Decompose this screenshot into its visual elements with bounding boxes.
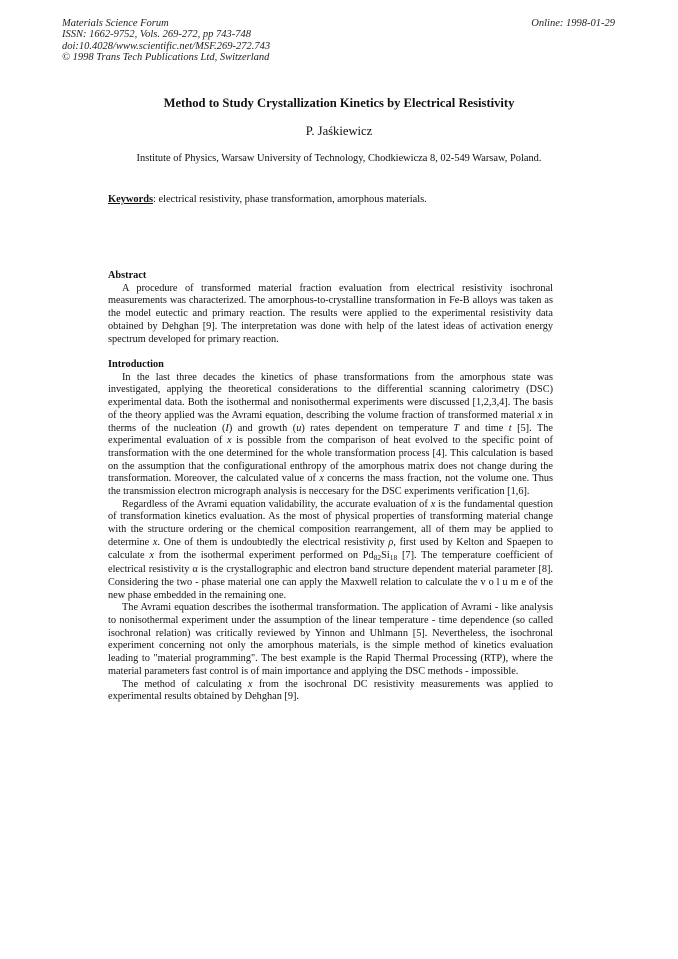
abstract-section xyxy=(108,270,553,346)
keywords xyxy=(108,194,427,205)
doi-line: doi:10.4028/www.scientific.net/MSF.269-272.743 xyxy=(62,40,271,52)
online-date: Online: 1998-01-29 xyxy=(531,18,615,29)
paper-title: Method to Study Crystallization Kinetics by Electrical Resistivity xyxy=(163,96,515,110)
intro-paragraph-4: The method of calculating x from the isochronal DC resistivity measurements was applied to experimental results obtained by Dehghan [9]. xyxy=(108,678,553,703)
journal-header xyxy=(62,18,270,64)
keywords-label: Keywords xyxy=(108,194,154,205)
keywords-text: : electrical resistivity, phase transformation, amorphous materials. xyxy=(153,194,427,205)
introduction-section xyxy=(108,359,553,704)
copyright-line: © 1998 Trans Tech Publications Ltd, Switzerland xyxy=(62,52,270,64)
intro-paragraph-1: In the last three decades the kinetics of phase transformations from the amorphous state was investigated, applying the theoretical considerations to the differential scanning calorimetry (DSC) experimental data. Both the isothermal and nonisothermal experiments were discussed [1,2,3,4]. The basis of the theory applied was the Avrami equation, describing the volume fraction of transformed material x in therms of the nucleation (I) and growth (u) rates dependent on temperature T and time t [5]. The experimental evaluation of x is possible from the comparison of heat evolved to the specific point of transformation with the one determined for the whole transformation process [4]. This calculation is based on the assumption that the configurational enthropy of the amorphous matrix does not change during the transformation. Moreover, the calculated value of x concerns the mass fraction, not the volume one. Thus the transmission electron micrograph analysis is neccesary for the DSC experiments verification [1,6]. xyxy=(108,371,553,498)
journal-name: Materials Science Forum xyxy=(62,18,169,29)
issn-line: ISSN: 1662-9752, Vols. 269-272, pp 743-748 xyxy=(62,29,251,41)
author: P. Jaśkiewicz xyxy=(305,124,373,138)
introduction-heading: Introduction xyxy=(108,359,164,370)
intro-paragraph-2: Regardless of the Avrami equation validability, the accurate evaluation of x is the fundamental question of transformation kinetics evaluation. As the most of physical properties of transforming material change with the structure ordering or the chemical composition rearrangement, all of them may be applied to determine x. One of them is undoubtedly the electrical resistivity ρ, first used by Kelton and Spaepen to calculate x from the isothermal experiment performed on $Pd_{82}Si_{18}$ [7]. The temperature coefficient of electrical resistivity α is the crystallographic and electron band structure dependent material parameter [8]. Considering the two - phase material one can apply the Maxwell relation to calculate the v o l u m e of the new phase embedded in the remaining one. xyxy=(108,498,554,601)
intro-paragraph-3: The Avrami equation describes the isothermal transformation. The application of Avrami - like analysis to nonisothermal experiment under the assumption of the linear temperature - time dependence (so called isochronal relation) was critically reviewed by Yinnon and Uhlmann [5]. Nevertheless, the isochronal experiment concerning not only the amorphous materials, is the simple method of kinetics evaluation leading to "material programming". The best example is the Rapid Thermal Processing (RTP), where the material parameters fast control is of main importance and applying the DSC methods - impossible. xyxy=(108,602,553,677)
abstract-heading: Abstract xyxy=(108,270,147,281)
affiliation: Institute of Physics, Warsaw University of Technology, Chodkiewicza 8, 02-549 Warsaw, Poland. xyxy=(136,153,542,164)
abstract-text: A procedure of transformed material fraction evaluation from electrical resistivity isochronal measurements was characterized. The amorphous-to-crystalline transformation in Fe-B alloys was taken as the model eutectic and primary reaction. The results were applied to the experimental resistivity data obtained by Dehghan [9]. The interpretation was done with help of the latest ideas of activation energy spectrum developed for primary reaction. xyxy=(108,282,553,345)
